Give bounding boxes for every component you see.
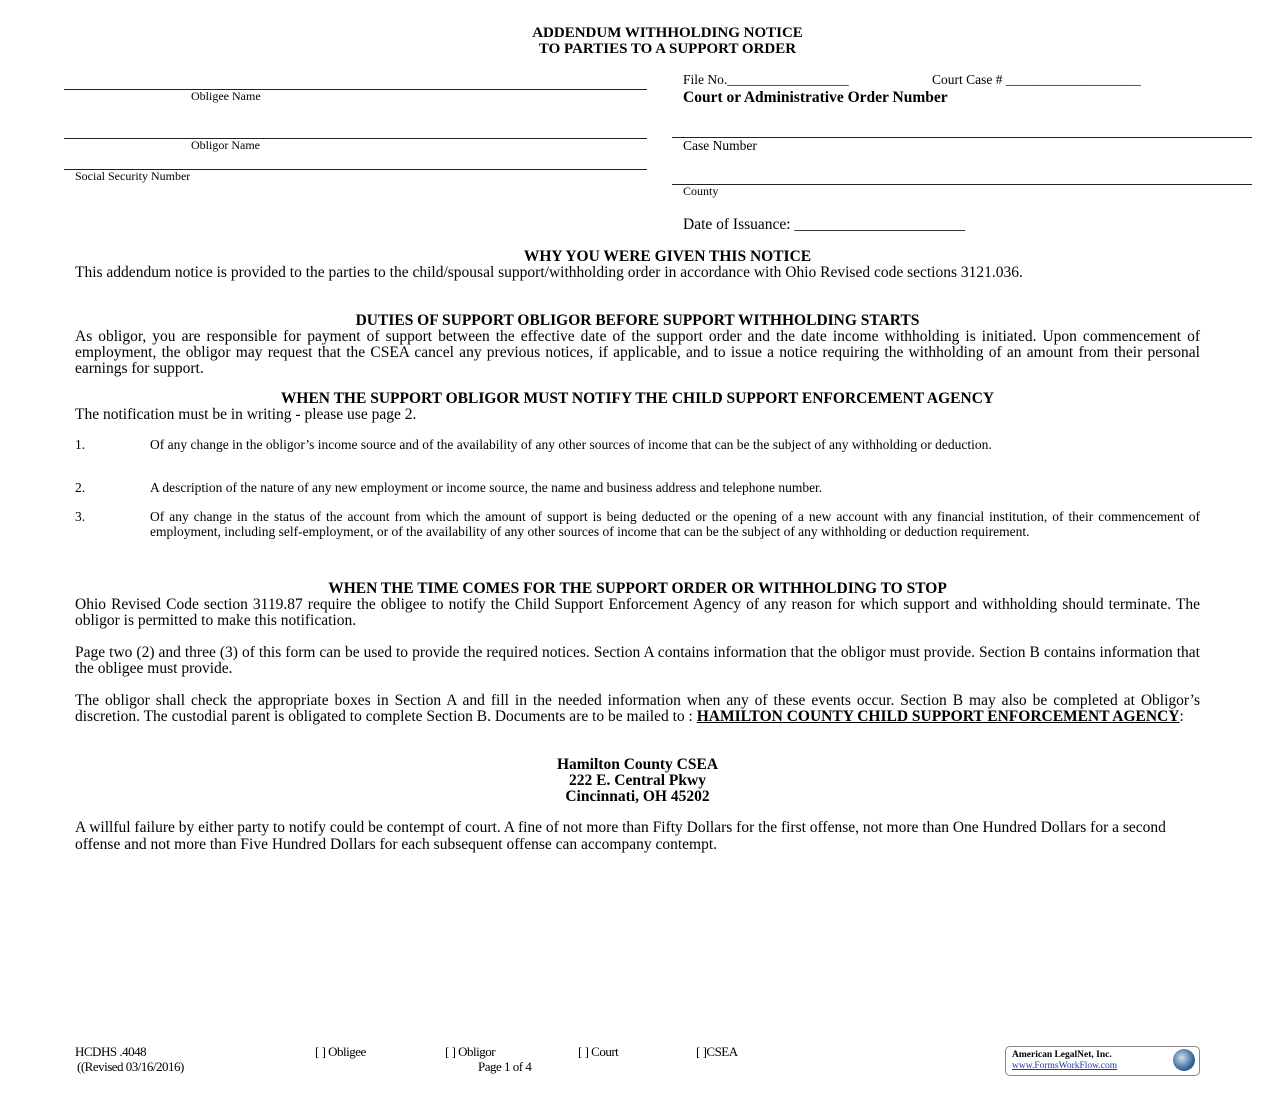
stop-text-2: Page two (2) and three (3) of this form can be used to provide the required notices. Section A contains information that the obligor must provide. Section B contains information that the obligee must provide. [75, 644, 1200, 677]
obligor-name-label: Obligor Name [191, 138, 260, 152]
notify-text: The notification must be in writing - please use page 2. [75, 406, 417, 423]
warning-text: A willful failure by either party to notify could be contempt of court. A fine of not more than Fifty Dollars for the first offense, not more than One Hundred Dollars for a second offense and not more than Five Hundred Dollars for each subsequent offense can accompany contempt. [75, 819, 1166, 853]
title-line-2: TO PARTIES TO A SUPPORT ORDER [538, 41, 797, 57]
item-text: Of any change in the status of the account from which the amount of support is being deducted or the opening of a new account with any financial institution, of their commencement of employment, including self-employment, or of the availability of any other sources of income that can be the subject of any withholding or deduction requirement. [150, 509, 1200, 539]
title-line-1: ADDENDUM WITHHOLDING NOTICE [532, 25, 803, 41]
ssn-label: Social Security Number [75, 169, 191, 183]
form-id: HCDHS .4048 [75, 1044, 147, 1059]
item-number: 1. [75, 437, 86, 452]
address-line: Hamilton County CSEA [556, 756, 719, 773]
globe-icon [1173, 1049, 1195, 1071]
date-of-issuance-field[interactable]: Date of Issuance: ______________________ [683, 216, 965, 233]
stop-text-1: Ohio Revised Code section 3119.87 require the obligee to notify the Child Support Enforcement Agency of any reason for which support and withholding should terminate. The obligor is permitted to make this notification. [75, 596, 1200, 629]
court-case-field[interactable]: Court Case # ____________________ [932, 72, 1141, 87]
address-line: 222 E. Central Pkwy [569, 772, 706, 789]
logo-url[interactable]: www.FormsWorkFlow.com [1012, 1061, 1118, 1071]
copy-csea-checkbox[interactable]: [ ]CSEA [696, 1044, 738, 1059]
copy-court-checkbox[interactable]: [ ] Court [578, 1044, 619, 1059]
stop-heading: WHEN THE TIME COMES FOR THE SUPPORT ORDER OR WITHHOLDING TO STOP [328, 580, 947, 597]
why-text: This addendum notice is provided to the parties to the child/spousal support/withholding order in accordance with Ohio Revised code sections 3121.036. [75, 264, 1023, 281]
case-number-line[interactable] [672, 184, 1252, 185]
obligor-name-line[interactable] [64, 138, 647, 139]
list-item [75, 481, 1200, 496]
list-item [75, 510, 1200, 539]
agency-name: HAMILTON COUNTY CHILD SUPPORT ENFORCEMENT AGENCY [696, 708, 1180, 725]
duties-text: As obligor, you are responsible for payment of support between the effective date of the support order and the date income withholding is initiated. Upon commencement of employment, the obligor may request that the CSEA cancel any previous notices, if applicable, and to issue a notice requiring the withholding of an amount from their personal earnings for support. [75, 328, 1200, 377]
county-label: County [683, 184, 719, 198]
item-number: 3. [75, 509, 86, 524]
page-number: Page 1 of 4 [478, 1059, 532, 1074]
revised-date: ((Revised 03/16/2016) [77, 1059, 184, 1074]
order-number-label: Court or Administrative Order Number [683, 89, 948, 106]
american-legalnet-logo[interactable] [1005, 1046, 1200, 1076]
case-number-label: Case Number [683, 138, 757, 153]
copy-obligor-checkbox[interactable]: [ ] Obligor [445, 1044, 496, 1059]
address-line: Cincinnati, OH 45202 [565, 788, 710, 805]
obligee-name-label: Obligee Name [191, 89, 261, 103]
item-number: 2. [75, 480, 86, 495]
stop-text-3-body: The obligor shall check the appropriate boxes in Section A and fill in the needed information when any of these events occur. Section B may also be completed at Obligor’s discretion. The custodial parent is obligated to complete Section B. Documents are to be mailed to : [75, 692, 1200, 725]
colon: : [1179, 708, 1184, 725]
notify-heading: WHEN THE SUPPORT OBLIGOR MUST NOTIFY THE CHILD SUPPORT ENFORCEMENT AGENCY [280, 390, 995, 407]
order-number-line[interactable] [672, 137, 1252, 138]
list-item [75, 438, 1200, 453]
item-text: Of any change in the obligor’s income source and of the availability of any other sources of income that can be the subject of any withholding or deduction. [150, 437, 992, 452]
stop-text-3 [75, 693, 1200, 725]
file-no-field[interactable]: File No.__________________ [683, 72, 849, 87]
logo-name: American LegalNet, Inc. [1012, 1050, 1112, 1060]
copy-obligee-checkbox[interactable]: [ ] Obligee [315, 1044, 366, 1059]
why-heading: WHY YOU WERE GIVEN THIS NOTICE [523, 248, 812, 265]
duties-heading: DUTIES OF SUPPORT OBLIGOR BEFORE SUPPORT WITHHOLDING STARTS [355, 312, 920, 329]
obligee-name-line[interactable] [64, 89, 647, 90]
mailing-address [0, 757, 1275, 805]
item-text: A description of the nature of any new employment or income source, the name and business address and telephone number. [150, 480, 823, 495]
